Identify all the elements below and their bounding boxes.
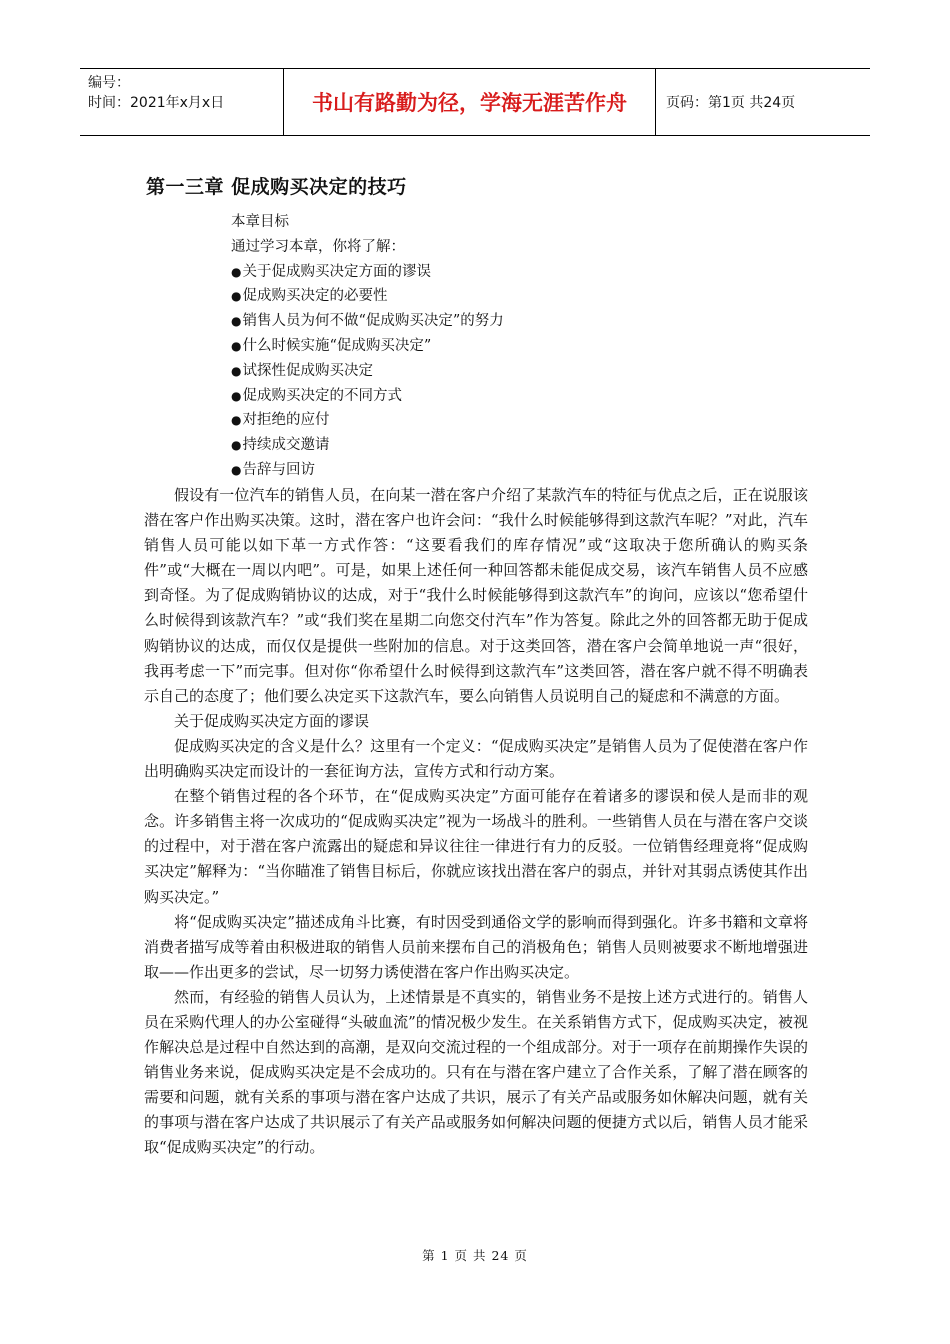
paragraph: 假设有一位汽车的销售人员，在向某一潜在客户介绍了某款汽车的特征与优点之后，正在说服该潜在客户作出购买决策。这时，潜在客户也许会问：“我什么时候能够得到这款汽车呢？”对此，汽车销售人员可能以如下革一方式作答：“这要看我们的库存情况”或“这取决于您所确认的购买条件”或“大概在一周以内吧”。可是，如果上述任何一种回答都未能促成交易，该汽车销售人员不应感到奇怪。为了促成购销协议的达成，对于“我什么时候能够得到这款汽车”的询问，应该以“您希望什么时候得到该款汽车？”或“我们奖在星期二向您交付汽车”作为答复。除此之外的回答都无助于促成购销协议的达成，而仅仅是提供一些附加的信息。对于这类回答，潜在客户会简单地说一声“很好，我再考虑一下”而完事。但对你“你希望什么时候得到这款汽车”这类回答，潜在客户就不得不明确表示自己的态度了；他们要么决定买下这款汽车，要么向销售人员说明自己的疑虑和不满意的方面。 (144, 486, 808, 705)
header-table (80, 68, 870, 136)
page-footer: 第 1 页 共 24 页 (422, 1248, 528, 1263)
paragraph: 然而，有经验的销售人员认为，上述情景是不真实的，销售业务不是按上述方式进行的。销售人员在采购代理人的办公室碰得“头破血流”的情况极少发生。在关系销售方式下，促成购买决定，被视作解决总是过程中自然达到的高潮，是双向交流过程的一个组成部分。对于一项存在前期操作失误的销售业务来说，促成购买决定是不会成功的。只有在与潜在客户建立了合作关系，了解了潜在顾客的需要和问题，就有关系的事项与潜在客户达成了共识，展示了有关产品或服务如休解决问题，就有关的事项与潜在客户达成了共识展示了有关产品或服务如何解决问题的便捷方式以后，销售人员才能采取“促成购买决定”的行动。 (144, 987, 808, 1157)
goal-item: ● 关于促成购买决定方面的谬误 (231, 260, 831, 285)
header-meta (80, 69, 283, 135)
chapter-title: 第一三章 促成购买决定的技巧 (146, 176, 407, 198)
goal-item: ● 什么时候实施“促成购买决定” (231, 334, 831, 359)
number-label: 编号： (88, 75, 130, 91)
goals-heading: 本章目标 (231, 214, 289, 230)
goal-item: ● 促成购买决定的不同方式 (231, 384, 831, 409)
paragraph: 在整个销售过程的各个环节，在“促成购买决定”方面可能存在着诸多的谬误和侯人是而非的观念。许多销售主将一次成功的“促成购买决定”视为一场战斗的胜利。一些销售人员在与潜在客户交谈的过程中，对于潜在客户流露出的疑虑和异议往往一律进行有力的反驳。一位销售经理竟将“促成购买决定”解释为：“当你瞄准了销售目标后，你就应该找出潜在客户的弱点，并针对其弱点诱使其作出购买决定。” (144, 787, 808, 906)
body-text (144, 483, 808, 1161)
header-page-label: 页码：第1页 共24页 (666, 95, 796, 111)
section-heading: 关于促成购买决定方面的谬误 (174, 711, 370, 730)
goal-item: ● 试探性促成购买决定 (231, 359, 831, 384)
goal-item: ● 对拒绝的应付 (231, 408, 831, 433)
goal-item: ● 销售人员为何不做“促成购买决定”的努力 (231, 309, 831, 334)
goal-item: ● 促成购买决定的必要性 (231, 284, 831, 309)
goal-item: ● 持续成交邀请 (231, 433, 831, 458)
goal-item: ● 告辞与回访 (231, 458, 831, 483)
chapter-goals (231, 210, 831, 483)
goals-lead: 通过学习本章，你将了解： (231, 238, 405, 255)
header-motto: 书山有路勤为径，学海无涯苦作舟 (283, 69, 656, 135)
goals-list (231, 260, 831, 483)
paragraph: 将“促成购买决定”描述成角斗比赛，有时因受到通俗文学的影响而得到强化。许多书籍和文章将消费者描写成等着由积极进取的销售人员前来摆布自己的消极角色；销售人员则被要求不断地增强进取——作出更多的尝试，尽一切努力诱使潜在客户作出购买决定。 (144, 912, 808, 981)
date-label: 时间：2021年x月x日 (88, 95, 225, 111)
paragraph: 促成购买决定的含义是什么？这里有一个定义：“促成购买决定”是销售人员为了促使潜在客户作出明确购买决定而设计的一套征询方法，宣传方式和行动方案。 (144, 736, 808, 781)
